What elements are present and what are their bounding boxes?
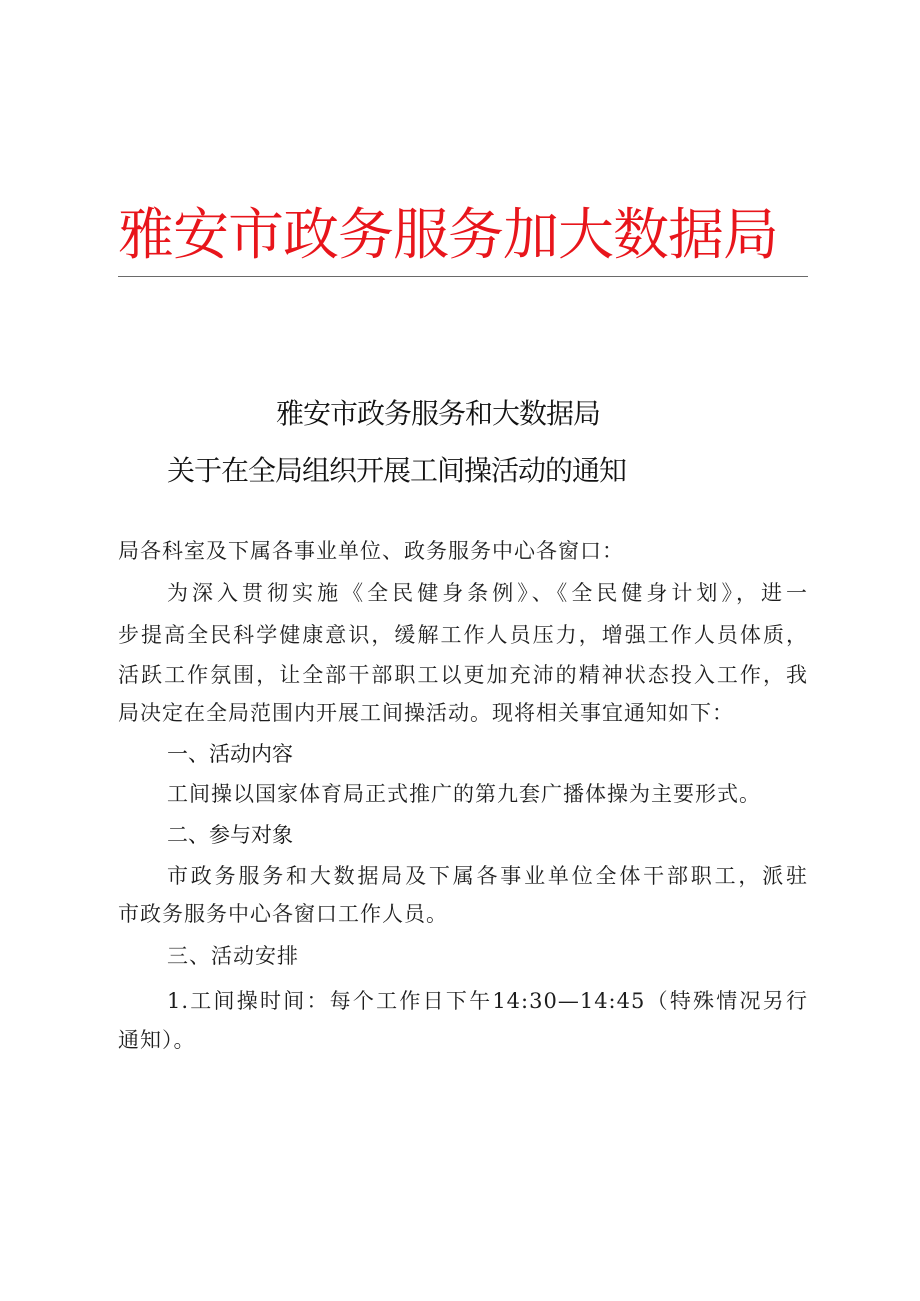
intro-line-1: 为深入贯彻实施《全民健身条例》、《全民健身计划》，进一 [167, 581, 808, 605]
intro-line-2: 步提高全民科学健康意识，缓解工作人员压力，增强工作人员体质， [118, 623, 808, 647]
document-title-line-2: 关于在全局组织开展工间操活动的通知 [167, 454, 627, 487]
section-1-text: 工间操以国家体育局正式推广的第九套广播体操为主要形式。 [167, 782, 761, 806]
org-header: 雅安市政务服务加大数据局 [118, 203, 778, 268]
section-1-heading: 一、活动内容 [167, 742, 293, 766]
section-2-text-line-1: 市政务服务和大数据局及下属各事业单位全体干部职工，派驻 [167, 864, 808, 888]
section-2-text-line-2: 市政务服务中心各窗口工作人员。 [118, 902, 448, 926]
section-3-heading: 三、活动安排 [167, 944, 299, 968]
intro-line-4: 局决定在全局范围内开展工间操活动。现将相关事宜通知如下： [118, 701, 734, 725]
header-divider [118, 276, 808, 277]
salutation: 局各科室及下属各事业单位、政务服务中心各窗口： [118, 539, 624, 563]
document-title-line-1: 雅安市政务服务和大数据局 [276, 397, 601, 430]
intro-line-3: 活跃工作氛围，让全部干部职工以更加充沛的精神状态投入工作，我 [118, 663, 808, 687]
section-3-item-1-line-2: 通知）。 [118, 1028, 196, 1052]
section-3-item-1-line-1: 1.工间操时间：每个工作日下午14:30—14:45（特殊情况另行 [167, 989, 808, 1013]
section-2-heading: 二、参与对象 [167, 823, 293, 847]
